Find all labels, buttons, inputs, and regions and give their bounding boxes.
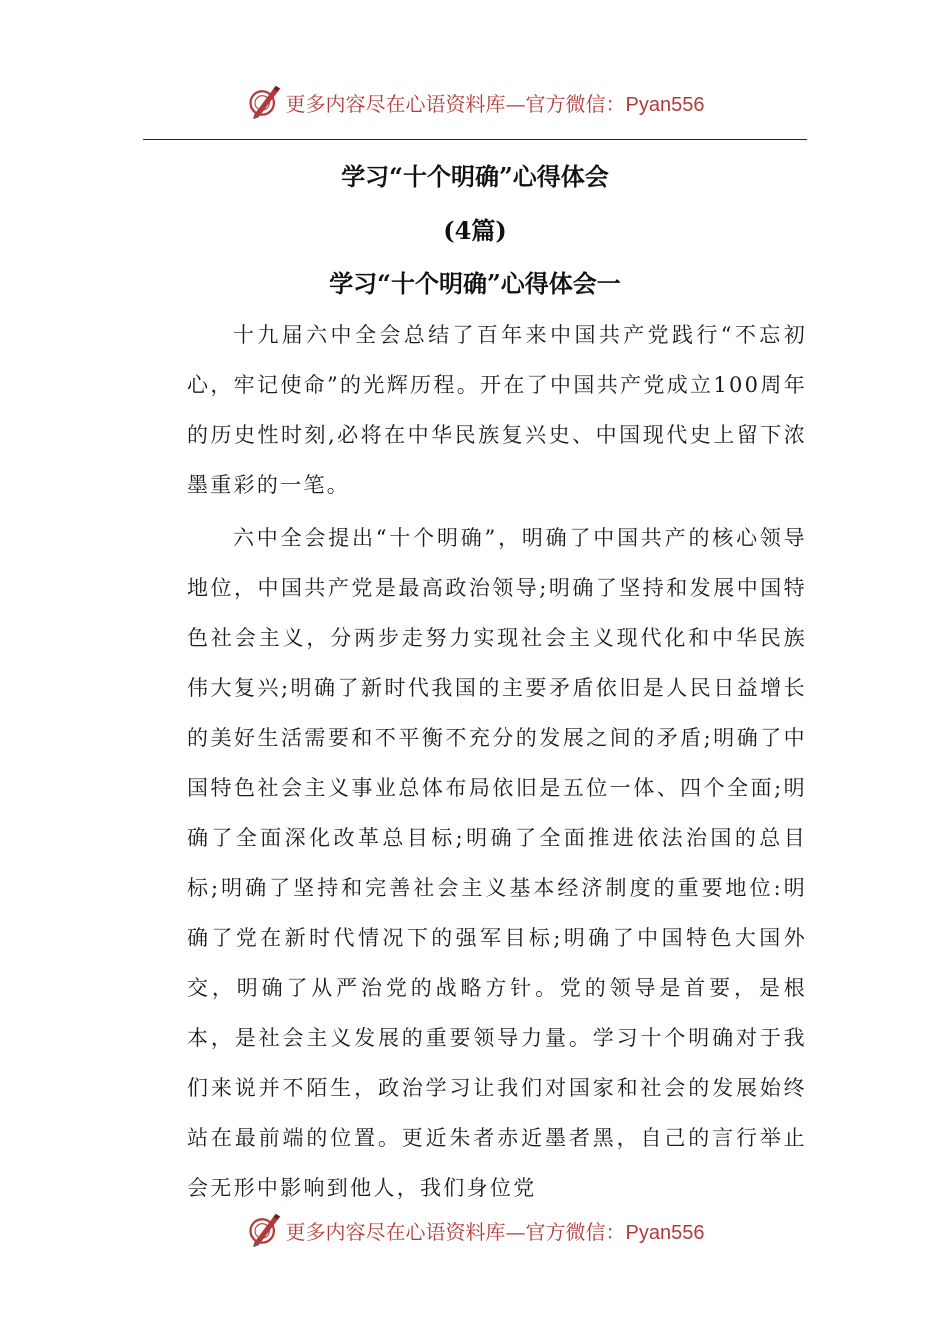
- banner-content: [246, 84, 705, 120]
- document-body: [187, 310, 807, 1213]
- header-divider: [143, 139, 807, 140]
- footer-banner: [0, 1208, 950, 1252]
- banner-dash: —: [505, 1219, 526, 1244]
- paragraph: 六中全会提出“十个明确”，明确了中国共产的核心领导地位，中国共产党是最高政治领导;明确了坚持和发展中国特色社会主义，分两步走努力实现社会主义现代化和中华民族伟大复兴;明确了新时代我国的主要矛盾依旧是人民日益增长的美好生活需要和不平衡不充分的发展之间的矛盾;明确了中国特色社会主义事业总体布局依旧是五位一体、四个全面;明确了全面深化改革总目标;明确了全面推进依法治国的总目标;明确了坚持和完善社会主义基本经济制度的重要地位:明确了党在新时代情况下的强军目标;明确了中国特色大国外交，明确了从严治党的战略方针。党的领导是首要，是根本，是社会主义发展的重要领导力量。学习十个明确对于我们来说并不陌生，政治学习让我们对国家和社会的发展始终站在最前端的位置。更近朱者赤近墨者黑，自己的言行举止会无形中影响到他人，我们身位党: [187, 526, 807, 1200]
- banner-dash: —: [505, 91, 526, 116]
- banner-slogan: 更多内容尽在心语资料库: [285, 1219, 506, 1244]
- banner-official-label: 官方微信：: [525, 91, 626, 116]
- pen-logo-icon: [246, 84, 282, 120]
- banner-official-label: 官方微信：: [525, 1219, 626, 1244]
- banner-content: [246, 1212, 705, 1248]
- banner-wechat-id: Pyan556: [625, 1221, 705, 1244]
- document-count: (4篇): [443, 216, 507, 245]
- banner-slogan: 更多内容尽在心语资料库: [285, 91, 506, 116]
- header-banner: [0, 80, 950, 124]
- section-subtitle: 学习“十个明确”心得体会一: [329, 269, 621, 298]
- pen-logo-icon: [246, 1212, 282, 1248]
- document-title: 学习“十个明确”心得体会: [341, 162, 609, 191]
- banner-text: [286, 88, 705, 117]
- banner-text: [286, 1216, 705, 1245]
- banner-wechat-id: Pyan556: [625, 93, 705, 116]
- paragraph: 十九届六中全会总结了百年来中国共产党践行“不忘初心，牢记使命”的光辉历程。开在了中国共产党成立100周年的历史性时刻,必将在中华民族复兴史、中国现代史上留下浓墨重彩的一笔。: [187, 323, 807, 497]
